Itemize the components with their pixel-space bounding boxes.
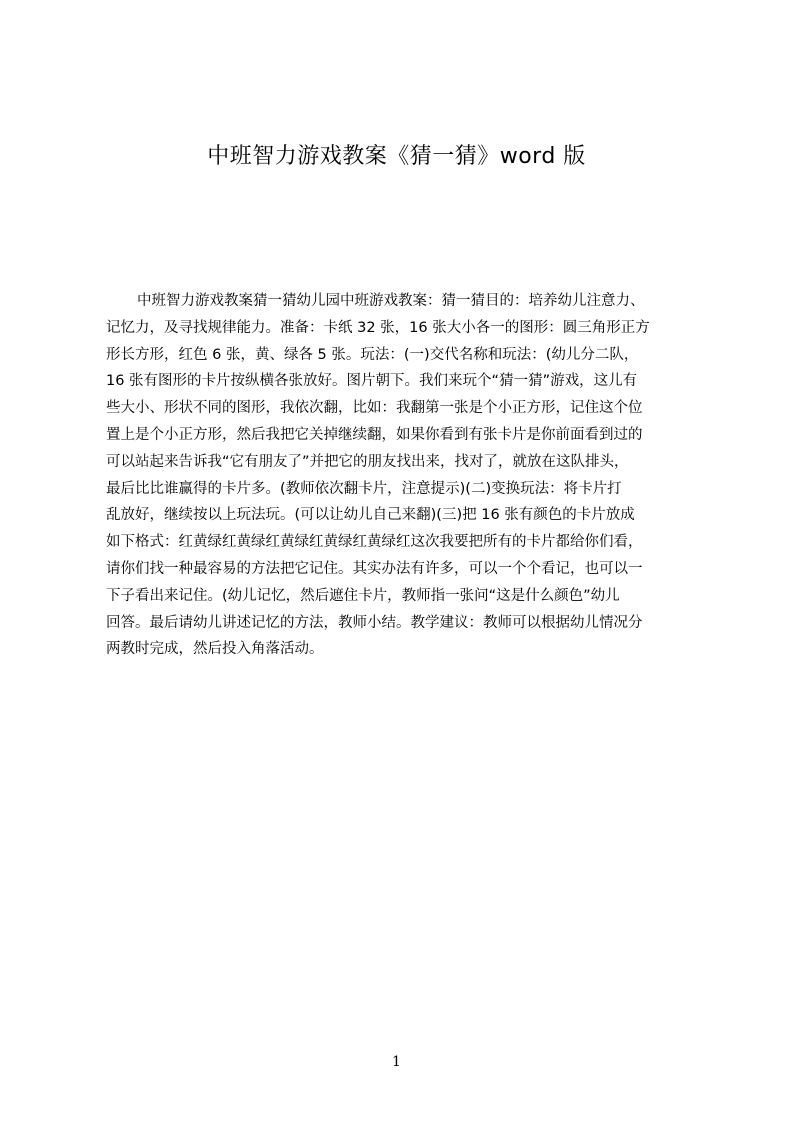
body-line: 请你们找一种最容易的方法把它记住。其实办法有许多，可以一个个看记，也可以一: [106, 560, 643, 577]
body-line: 两教时完成，然后投入角落活动。: [106, 641, 324, 658]
body-line: 回答。最后请幼儿讲述记忆的方法，教师小结。教学建议：教师可以根据幼儿情况分: [106, 614, 643, 631]
body-line: 记忆力，及寻找规律能力。准备：卡纸 32 张，16 张大小各一的图形：圆三角形正方: [106, 319, 650, 336]
body-line: 最后比比谁赢得的卡片多。(教师依次翻卡片，注意提示)(二)变换玩法：将卡片打: [106, 480, 622, 497]
body-line: 中班智力游戏教案猜一猜幼儿园中班游戏教案：猜一猜目的：培养幼儿注意力、: [137, 293, 645, 309]
body-line: 些大小、形状不同的图形，我依次翻，比如：我翻第一张是个小正方形，记住这个位: [106, 400, 643, 417]
page-number: 1: [392, 1054, 401, 1070]
body-line: 如下格式：红黄绿红黄绿红黄绿红黄绿红黄绿红这次我要把所有的卡片都给你们看，: [106, 534, 643, 551]
body-line: 下子看出来记住。(幼儿记忆，然后遮住卡片，教师指一张问“这是什么颜色”幼儿: [106, 587, 620, 604]
body-line: 乱放好，继续按以上玩法玩。(可以让幼儿自己来翻)(三)把 16 张有颜色的卡片放成: [106, 507, 635, 524]
body-line: 形长方形，红色 6 张，黄、绿各 5 张。玩法：(一)交代名称和玩法：(幼儿分二队，: [106, 346, 639, 363]
body-line: 置上是个小正方形，然后我把它关掉继续翻，如果你看到有张卡片是你前面看到过的: [106, 426, 643, 443]
document-title: 中班智力游戏教案《猜一猜》word 版: [207, 144, 586, 169]
body-line: 16 张有图形的卡片按纵横各张放好。图片朝下。我们来玩个“猜一猜”游戏，这儿有: [106, 373, 638, 390]
body-line: 可以站起来告诉我“它有朋友了”并把它的朋友找出来，找对了，就放在这队排头，: [106, 453, 629, 470]
document-body: [106, 288, 701, 663]
